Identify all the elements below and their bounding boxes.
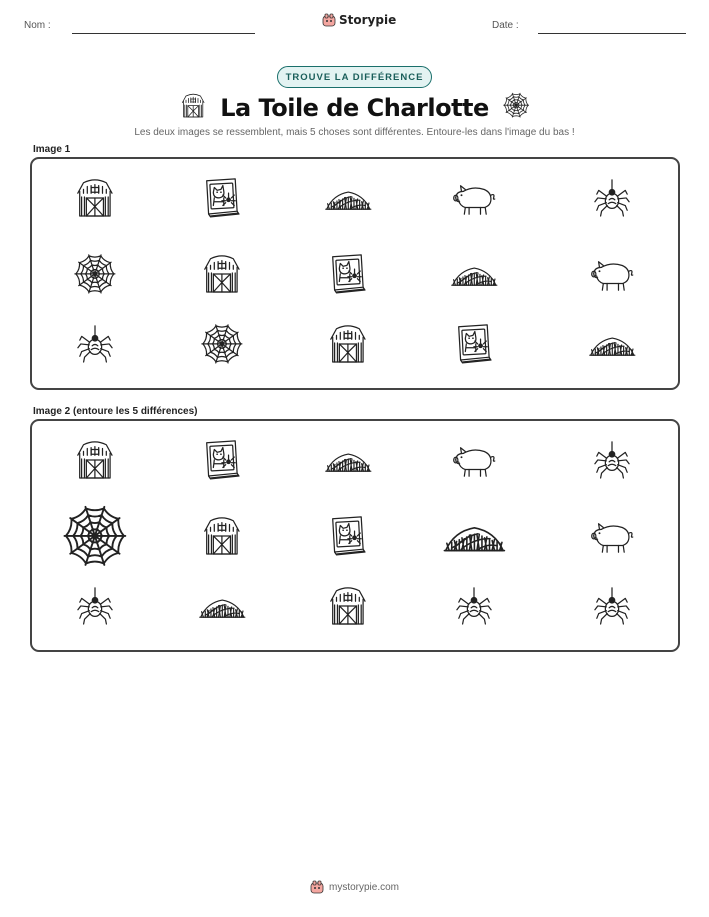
image2-label: Image 2 (entoure les 5 différences) (33, 406, 198, 417)
haystack-icon (577, 314, 647, 374)
barn-icon (187, 244, 257, 304)
brand (322, 13, 396, 27)
activity-badge: TROUVE LA DIFFÉRENCE (277, 66, 432, 88)
spider-icon[interactable] (439, 576, 509, 636)
image1-label: Image 1 (33, 144, 71, 155)
instructions: Les deux images se ressemblent, mais 5 choses sont différentes. Entoure-les dans l'image du bas ! (134, 127, 575, 138)
name-line[interactable] (72, 33, 255, 34)
haystack-icon[interactable] (187, 576, 257, 636)
book-icon (439, 314, 509, 374)
book-icon (313, 244, 383, 304)
storypie-logo-icon (310, 880, 324, 894)
date-line[interactable] (538, 33, 686, 34)
barn-icon (60, 168, 130, 228)
spider-web-icon[interactable] (60, 506, 130, 566)
spider-icon[interactable] (60, 576, 130, 636)
pig-icon (439, 168, 509, 228)
title-row (0, 91, 709, 125)
book-icon[interactable] (187, 430, 257, 490)
spider-web-icon (187, 314, 257, 374)
page-title: La Toile de Charlotte (220, 94, 489, 122)
barn-icon[interactable] (60, 430, 130, 490)
barn-icon[interactable] (313, 576, 383, 636)
haystack-icon[interactable] (313, 430, 383, 490)
brand-name: Storypie (339, 13, 397, 27)
haystack-icon (313, 168, 383, 228)
barn-icon (180, 93, 206, 123)
spider-web-icon (503, 92, 529, 123)
footer (0, 880, 709, 894)
pig-icon[interactable] (439, 430, 509, 490)
image2-panel[interactable] (30, 419, 680, 652)
spider-icon[interactable] (577, 430, 647, 490)
barn-icon (313, 314, 383, 374)
date-label: Date : (492, 20, 519, 31)
pig-icon[interactable] (577, 506, 647, 566)
pig-icon (577, 244, 647, 304)
storypie-logo-icon (322, 13, 336, 27)
spider-web-icon (60, 244, 130, 304)
haystack-icon (439, 244, 509, 304)
footer-url[interactable]: mystorypie.com (328, 881, 399, 893)
book-icon (187, 168, 257, 228)
haystack-icon[interactable] (439, 506, 509, 566)
name-label: Nom : (24, 20, 51, 31)
image1-panel (30, 157, 680, 390)
spider-icon (60, 314, 130, 374)
barn-icon[interactable] (187, 506, 257, 566)
book-icon[interactable] (313, 506, 383, 566)
spider-icon (577, 168, 647, 228)
spider-icon[interactable] (577, 576, 647, 636)
